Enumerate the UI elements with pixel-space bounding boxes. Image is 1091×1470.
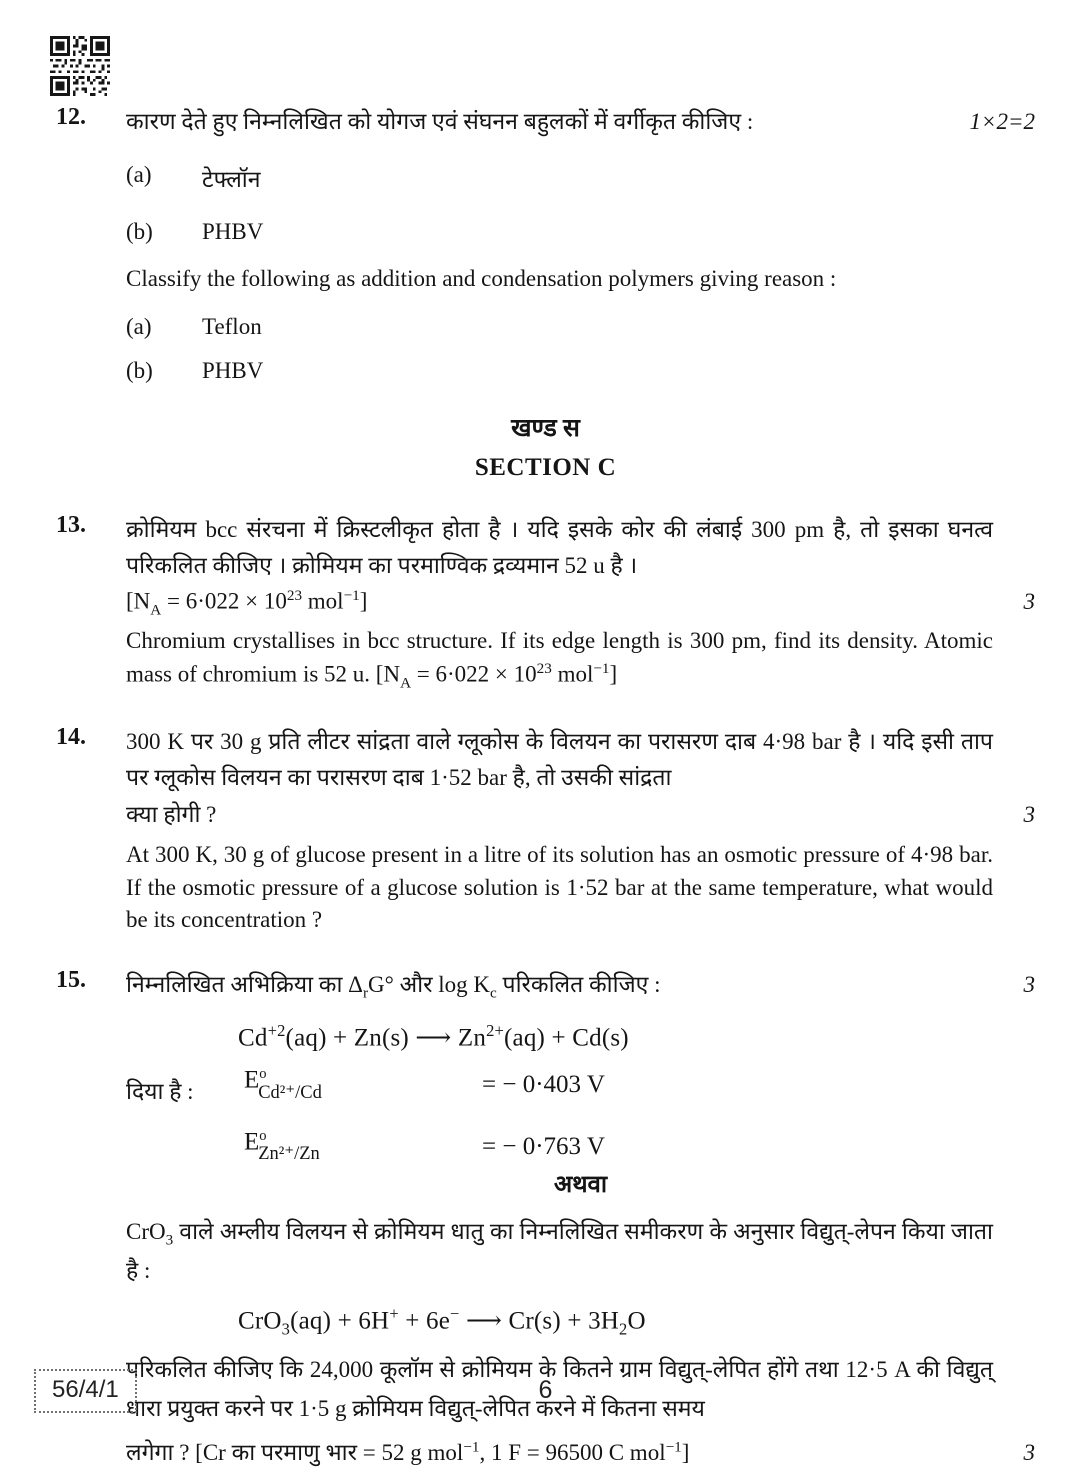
question-13-number: 13. [56, 511, 86, 538]
part-text: Teflon [202, 313, 262, 339]
electroplating-equation: CrO$_3$(aq) + 6H+ + 6e− ⟶ $Cr(s) + 3H_2O$ [238, 1304, 646, 1339]
question-12-marks: 1×2=2 [969, 109, 1035, 134]
question-12-part-b-hindi [126, 219, 1035, 245]
part-label: (b) [126, 219, 153, 245]
question-12-part-a-hindi [126, 162, 1035, 198]
part-text: PHBV [202, 219, 264, 245]
section-title-hindi: खण्ड स [511, 414, 580, 442]
question-12-text-english: Classify the following as addition and condensation polymers giving reason : [126, 266, 837, 292]
paper-code-box: 56/4/1 [34, 1369, 137, 1413]
question-15-or-text-hindi: CrO$_3$ वाले अम्लीय विलयन से क्रोमियम धातु का निम्नलिखित समीकरण के अनुसार विद्युत्-लेपन किया जाता है : [126, 1219, 993, 1283]
question-12-text-hindi: कारण देते हुए निम्नलिखित को योगज एवं संघनन बहुलकों में वर्गीकृत कीजिए : [126, 109, 754, 134]
electrode-potential-cd-value: = − 0·403 V [482, 1071, 605, 1099]
part-label: (a) [126, 313, 152, 339]
question-12 [56, 104, 1035, 384]
question-12-number: 12. [56, 104, 86, 130]
question-14-text-hindi: 300 K पर 30 g प्रति लीटर सांद्रता वाले ग्लूकोस के विलयन का परासरण दाब 4·98 bar है । यदि इसी ताप पर ग्लूकोस विलयन का परासरण दाब 1·52 bar है, तो उसकी सांद्रता [126, 728, 993, 790]
question-14-marks: 3 [1023, 802, 1035, 828]
question-14-text-hindi-last: क्या होगी ? [126, 802, 217, 828]
question-14 [56, 724, 1035, 937]
question-13-text-hindi: क्रोमियम bcc संरचना में क्रिस्टलीकृत होता है । यदि इसके कोर की लंबाई 300 pm है, तो इसका घनत्व परिकलित कीजिए । क्रोमियम का परमाण्विक द्रव्यमान 52 u है । [126, 516, 993, 578]
question-12-part-a-english [126, 314, 1035, 340]
part-text: PHBV [202, 357, 264, 383]
electrode-potential-zn-value: = − 0·763 V [482, 1132, 605, 1160]
electrode-potential-zn [244, 1128, 1035, 1166]
question-15-number: 15. [56, 966, 86, 993]
part-label: (a) [126, 161, 152, 187]
question-15-marks: 3 [1023, 971, 1035, 997]
redox-equation: $Cd^{+2}(aq) + Zn(s)$ ⟶ $Zn^{2+}(aq) + Cd(s)$ [238, 1020, 629, 1052]
part-text: टेफ्लॉन [202, 166, 261, 192]
question-14-number: 14. [56, 723, 86, 750]
question-15-or-last-line: लगेगा ? [Cr का परमाणु भार = 52 g mol$^{-1}$, 1 F = 96500 C mol$^{-1}$] [126, 1438, 690, 1465]
given-values [126, 1066, 1035, 1165]
qr-code [50, 36, 110, 96]
question-15-or-body-hindi: परिकलित कीजिए कि 24,000 कूलॉम से क्रोमियम के कितने ग्राम विद्युत्-लेपित होंगे तथा 12·5 A की विद्युत् धारा प्रयुक्त करने पर 1·5 g क्रोमियम विद्युत्-लेपित करने में कितना समय [126, 1356, 993, 1422]
question-13-marks: 3 [1023, 588, 1035, 614]
part-label: (b) [126, 357, 153, 383]
electrode-potential-cd-symbol: $E^o_{Cd^{2+}/Cd}$ [244, 1066, 322, 1103]
given-label: दिया है : [126, 1079, 194, 1105]
electrode-potential-zn-symbol: $E^o_{Zn^{2+}/Zn}$ [244, 1127, 320, 1165]
section-c-header [56, 410, 1035, 482]
question-13-text-english: Chromium crystallises in bcc structure. If its edge length is 300 pm, find its density. Atomic mass of chromium is 52 u. [$N_A = 6\cdot 022 \times 10^{23}$ mol$^{-1}$] [126, 628, 993, 692]
question-15-or-marks: 3 [1023, 1439, 1035, 1465]
question-15-text-hindi: निम्नलिखित अभिक्रिया का $\Delta_rG^\circ$ और $\log K_c$ परिकलित कीजिए : [126, 971, 661, 1002]
or-separator: अथवा [553, 1172, 608, 1199]
question-12-part-b-english [126, 358, 1035, 384]
electrode-potential-cd [244, 1066, 1035, 1104]
question-13-constant: [$N_A = 6\cdot 022 \times 10^{23}$ mol$^{-1}$] [126, 587, 368, 619]
section-title-english: SECTION C [474, 453, 617, 481]
question-14-text-english: At 300 K, 30 g of glucose present in a litre of its solution has an osmotic pressure of 4·98 bar. If the osmotic pressure of a glucose solution is 1·52 bar at the same temperature, what would be its concentration ? [126, 841, 993, 933]
page-number: 6 [538, 1376, 553, 1404]
question-13 [56, 512, 1035, 694]
